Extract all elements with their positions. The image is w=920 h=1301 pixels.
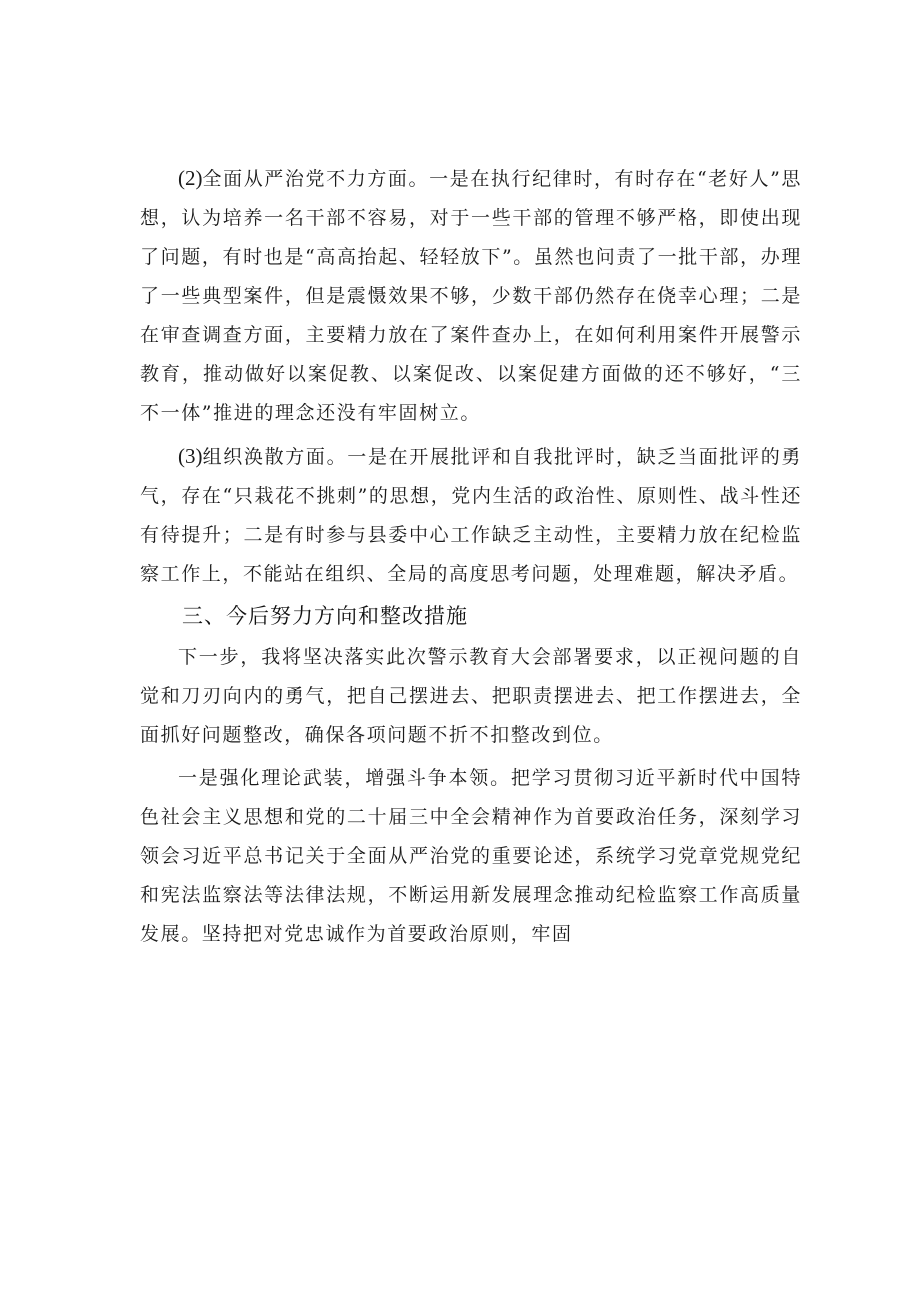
paragraph-3-text: 组织涣散方面。一是在开展批评和自我批评时，缺乏当面批评的勇气，存在“只栽花不挑刺”的思想，党内生活的政治性、原则性、战斗性还有待提升；二是有时参与县委中心工作缺乏主动性，主要精力放在纪检监察工作上，不能站在组织、全局的高度思考问题，处理难题，解决矛盾。 — [140, 446, 802, 585]
section-heading: 三、今后努力方向和整改措施 — [182, 604, 468, 628]
paragraph-2-text: 全面从严治党不力方面。一是在执行纪律时，有时存在“老好人”思想，认为培养一名干部不容易，对于一些干部的管理不够严格，即使出现了问题，有时也是“高高抬起、轻轻放下”。虽然也问责了一批干部，办理了一些典型案件，但是震慑效果不够，少数干部仍然存在侥幸心理；二是在审查调查方面，主要精力放在了案件查办上，在如何利用案件开展警示教育，推动做好以案促教、以案促改、以案促建方面做的还不够好，“三不一体”推进的理念还没有牢固树立。 — [140, 168, 802, 424]
body-paragraph-theory: 一是强化理论武装，增强斗争本领。把学习贯彻习近平新时代中国特色社会主义思想和党的二十届三中全会精神作为首要政治任务，深刻学习领会习近平总书记关于全面从严治党的重要论述，系统学习党章党规党纪和宪法监察法等法律法规，不断运用新发展理念推动纪检监察工作高质量发展。坚持把对党忠诚作为首要政治原则，牢固 — [140, 767, 802, 945]
paragraph-3 — [140, 437, 802, 594]
document-body — [140, 159, 802, 954]
body-paragraph-next-step: 下一步，我将坚决落实此次警示教育大会部署要求，以正视问题的自觉和刀刃向内的勇气，把自己摆进去、把职责摆进去、把工作摆进去，全面抓好问题整改，确保各项问题不折不扣整改到位。 — [140, 646, 802, 746]
paragraph-3-number: (3) — [178, 444, 203, 468]
paragraph-2-number: (2) — [178, 166, 203, 190]
paragraph-2 — [140, 159, 802, 433]
